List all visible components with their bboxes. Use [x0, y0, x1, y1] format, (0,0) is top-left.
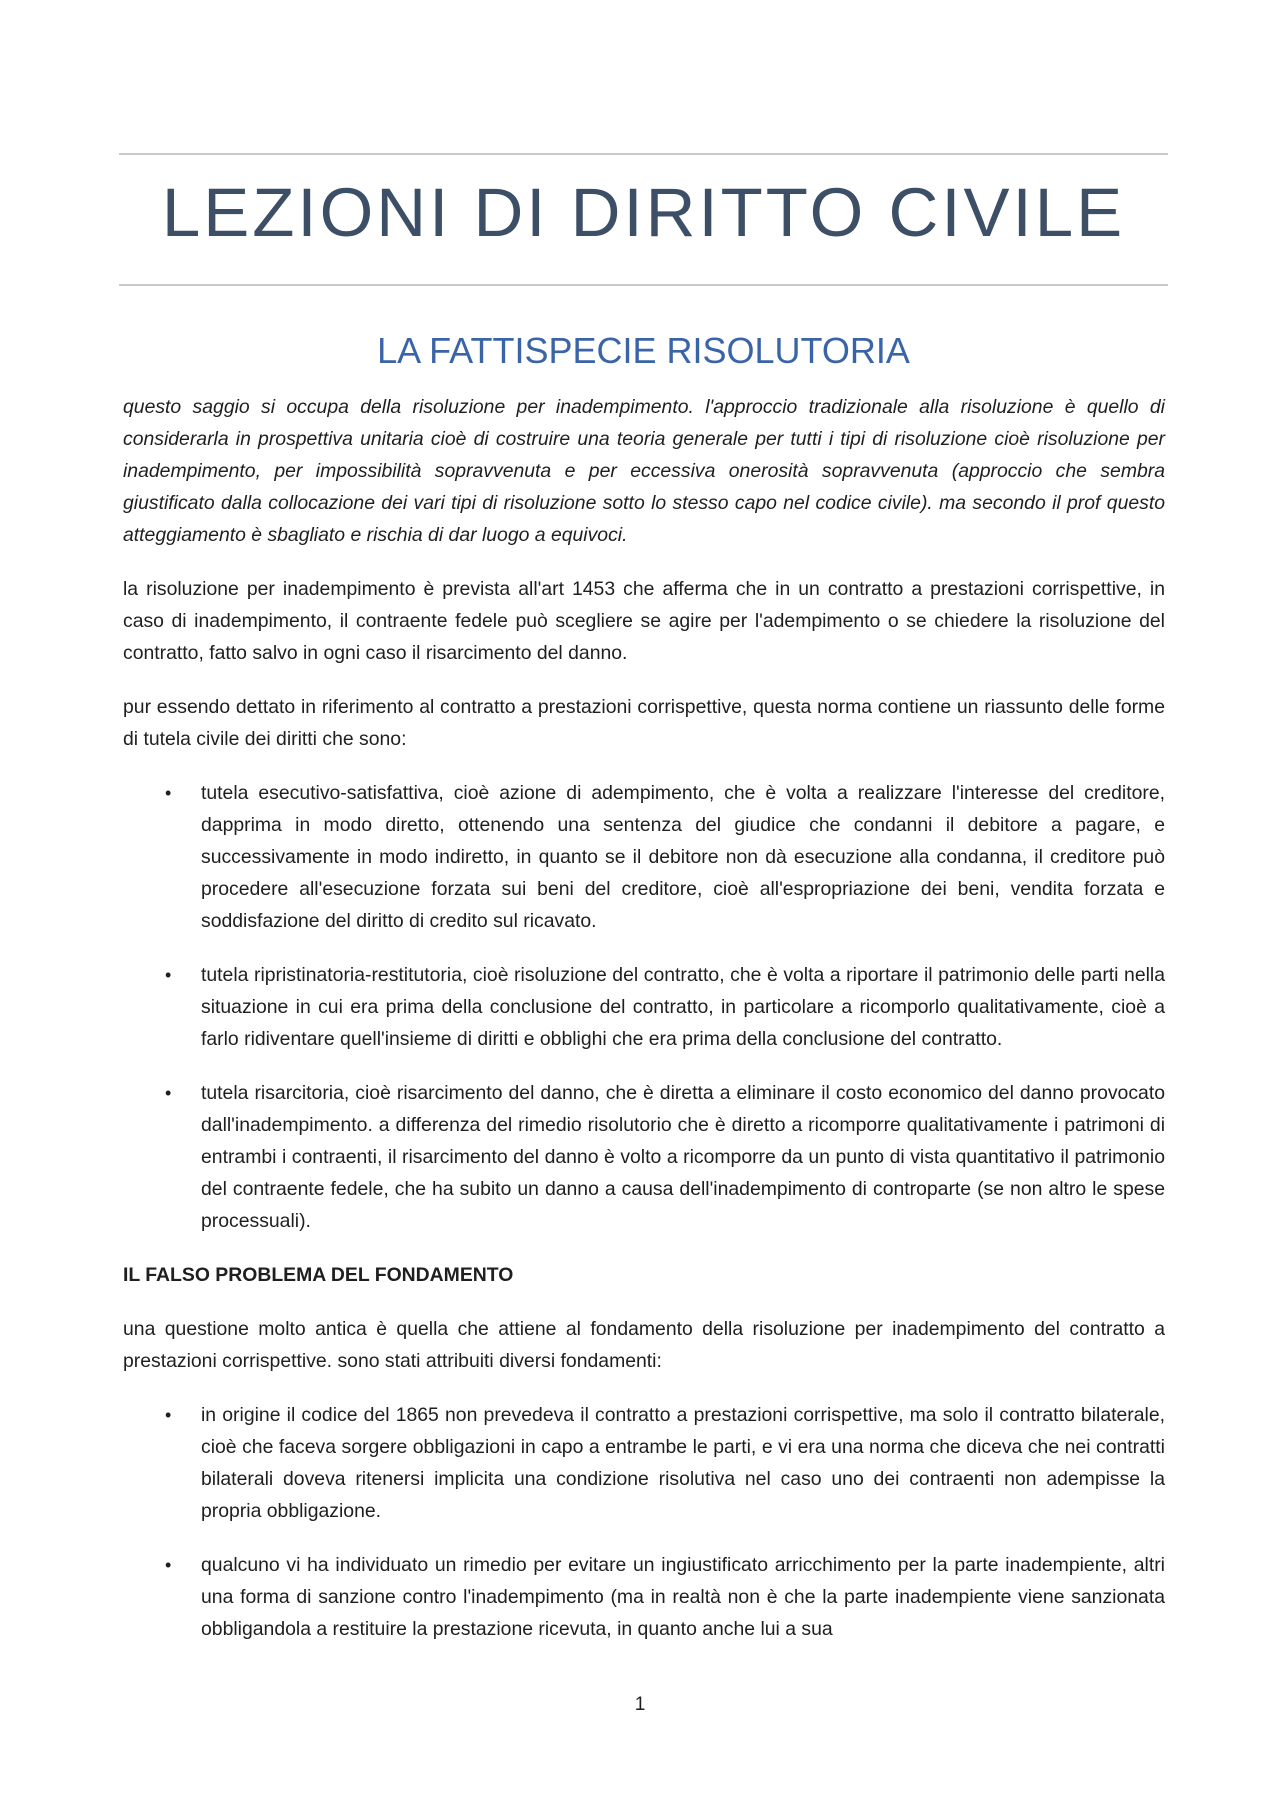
list-item-text: tutela risarcitoria, cioè risarcimento del danno, che è diretta a eliminare il costo economico del danno provocato dall'inadempimento. a differenza del rimedio risolutorio che è diretto a ricomporre qualitativamente i patrimoni di entrambi i contraenti, il risarcimento del danno è volto a ricomporre da un punto di vista quantitativo il patrimonio del contraente fedele, che ha subito un danno a causa dell'inadempimento di controparte (se non altro le spese processuali).: [201, 1082, 1165, 1232]
list-item-text: qualcuno vi ha individuato un rimedio per evitare un ingiustificato arricchimento per la parte inadempiente, altri una forma di sanzione contro l'inadempimento (ma in realtà non è che la parte inadempiente viene sanzionata obbligandola a restituire la prestazione ricevuta, in quanto anche lui a sua: [201, 1554, 1165, 1640]
paragraph-art-1453: la risoluzione per inadempimento è prevista all'art 1453 che afferma che in un contratto a prestazioni corrispettive, in caso di inadempimento, il contraente fedele può scegliere se agire per l'adempimento o se chiedere la risoluzione del contratto, fatto salvo in ogni caso il risarcimento del danno.: [123, 578, 1165, 664]
title-top-rule: [119, 153, 1168, 155]
section-title: LA FATTISPECIE RISOLUTORIA: [377, 330, 910, 371]
bullet-icon: •: [165, 783, 172, 803]
section-heading-fondamento: IL FALSO PROBLEMA DEL FONDAMENTO: [123, 1264, 514, 1286]
document-body: [123, 391, 1165, 1667]
list-item: [123, 1077, 1165, 1237]
intro-paragraph: questo saggio si occupa della risoluzione per inadempimento. l'approccio tradizionale alla risoluzione è quello di considerarla in prospettiva unitaria cioè di costruire una teoria generale per tutti i tipi di risoluzione cioè risoluzione per inadempimento, per impossibilità sopravvenuta e per eccessiva onerosità sopravvenuta (approccio che sembra giustificato dalla collocazione dei vari tipi di risoluzione sotto lo stesso capo nel codice civile). ma secondo il prof questo atteggiamento è sbagliato e rischia di dar luogo a equivoci.: [123, 396, 1165, 546]
paragraph-fondamento: una questione molto antica è quella che attiene al fondamento della risoluzione per inadempimento del contratto a prestazioni corrispettive. sono stati attribuiti diversi fondamenti:: [123, 1318, 1165, 1372]
list-item: [123, 777, 1165, 937]
list-item: [123, 1549, 1165, 1645]
bullet-icon: •: [165, 1083, 172, 1103]
list-item: [123, 1399, 1165, 1527]
title-bottom-rule: [119, 284, 1168, 286]
list-item: [123, 959, 1165, 1055]
paragraph-forme-tutela: pur essendo dettato in riferimento al contratto a prestazioni corrispettive, questa norma contiene un riassunto delle forme di tutela civile dei diritti che sono:: [123, 696, 1165, 750]
fondamenti-list: [123, 1399, 1165, 1645]
tutele-list: [123, 777, 1165, 1237]
document-title: LEZIONI DI DIRITTO CIVILE: [161, 174, 1126, 251]
page-number: 1: [634, 1694, 646, 1715]
bullet-icon: •: [165, 1405, 172, 1425]
list-item-text: tutela ripristinatoria-restitutoria, cioè risoluzione del contratto, che è volta a riportare il patrimonio delle parti nella situazione in cui era prima della conclusione del contratto, in particolare a ricomporlo qualitativamente, cioè a farlo ridiventare quell'insieme di diritti e obblighi che era prima della conclusione del contratto.: [201, 964, 1165, 1050]
bullet-icon: •: [165, 1555, 172, 1575]
list-item-text: tutela esecutivo-satisfattiva, cioè azione di adempimento, che è volta a realizzare l'interesse del creditore, dapprima in modo diretto, ottenendo una sentenza del giudice che condanni il debitore a pagare, e successivamente in modo indiretto, in quanto se il debitore non dà esecuzione alla condanna, il creditore può procedere all'esecuzione forzata sui beni del creditore, cioè all'espropriazione dei beni, vendita forzata e soddisfazione del diritto di credito sul ricavato.: [201, 782, 1165, 932]
list-item-text: in origine il codice del 1865 non prevedeva il contratto a prestazioni corrispettive, ma solo il contratto bilaterale, cioè che faceva sorgere obbligazioni in capo a entrambe le parti, e vi era una norma che diceva che nei contratti bilaterali doveva ritenersi implicita una condizione risolutiva nel caso uno dei contraenti non adempisse la propria obbligazione.: [201, 1404, 1165, 1522]
bullet-icon: •: [165, 965, 172, 985]
